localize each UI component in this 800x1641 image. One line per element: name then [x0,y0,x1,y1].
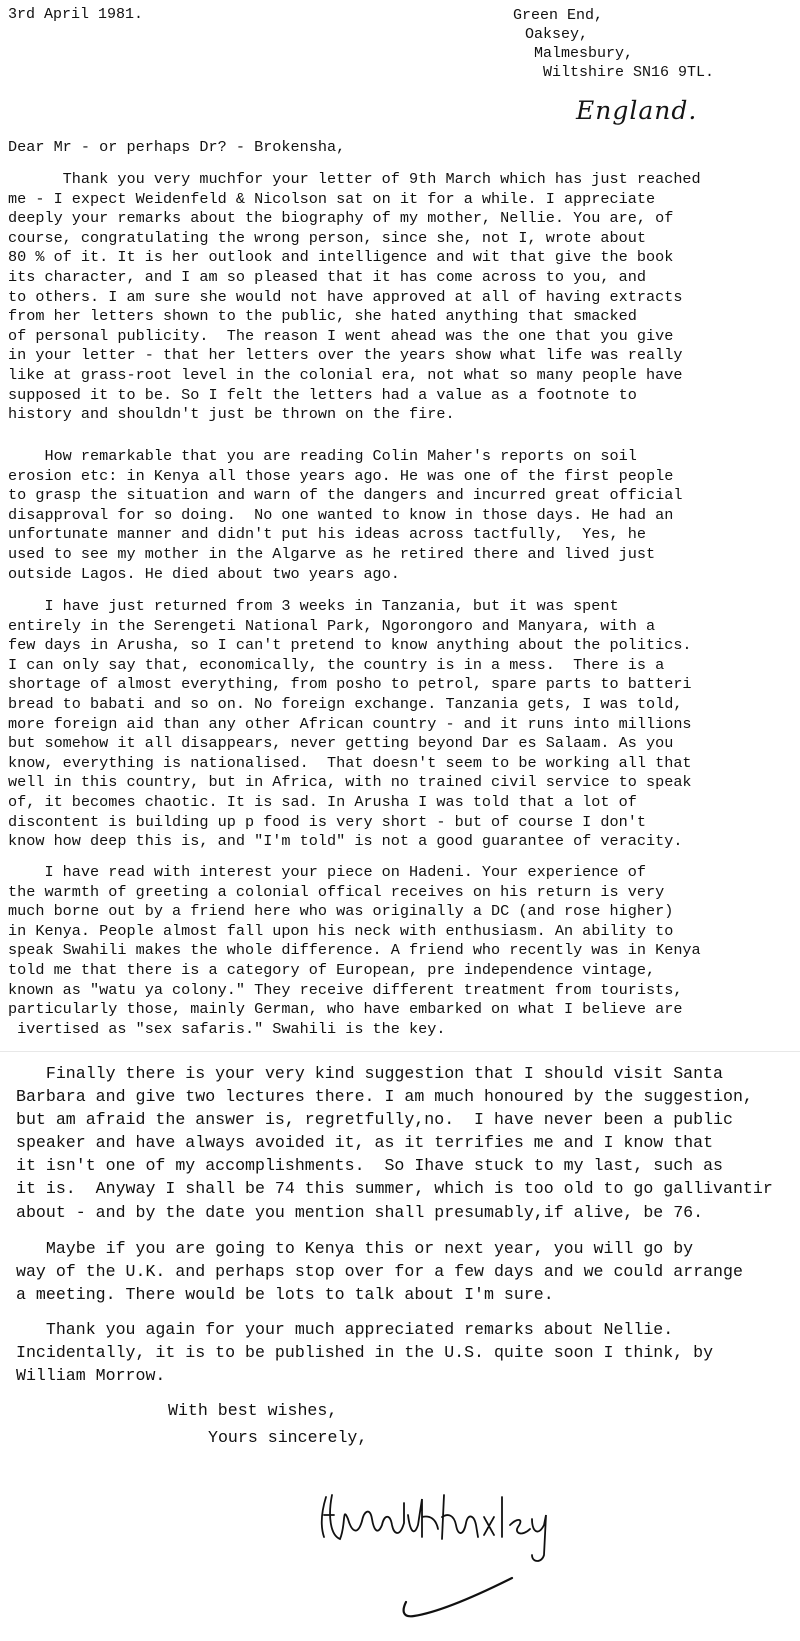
handwritten-tick [400,1572,520,1622]
paragraph: I have read with interest your piece on Hadeni. Your experience of the warmth of greeting a colonial offical receives on his return is very much borne out by a friend here who was originally a DC (and rose higher) in Kenya. People almost fall upon his neck with enthusiasm. An ability to speak Swahili makes the whole difference. A friend who recently was in Kenya told me that there is a category of European, pre independence vintage, known as "watu ya colony." They receive different treatment from tourists, particularly those, mainly German, who have embarked on what I believe are ivertised as "sex safaris." Swahili is the key. [8,863,701,1038]
salutation: Dear Mr - or perhaps Dr? - Brokensha, [8,138,346,156]
paragraph: How remarkable that you are reading Colin Maher's reports on soil erosion etc: in Kenya all those years ago. He was one of the first people to grasp the situation and warn of the dangers and incurred great official disapproval for so doing. No one wanted to know in those days. He had an unfortunate manner and didn't put his ideas across tactfully, Yes, he used to see my mother in the Algarve as he retired there and lived just outside Lagos. He died about two years ago. [8,447,683,583]
handwritten-country: England. [576,96,698,125]
page-seam [0,1051,800,1052]
paragraph: Thank you again for your much appreciated remarks about Nellie. Incidentally, it is to be published in the U.S. quite soon I think, by William Morrow. [16,1320,714,1386]
closing-line: With best wishes, [168,1401,338,1420]
paragraph: Thank you very muchfor your letter of 9th March which has just reached me - I expect Weidenfeld & Nicolson sat on it for a while. I appreciate deeply your remarks about the biography of my mother, Nellie. You are, of course, congratulating the wrong person, since she, not I, wrote about 80 % of it. It is her outlook and intelligence and wit that give the book its character, and I am so pleased that it has come across to you, and to others. I am sure she would not have approved at all of having extracts from her letters shown to the public, she hated anything that smacked of personal publicity. The reason I went ahead was the one that you give in your letter - that her letters over the years show what life was really like at grass-root level in the colonial era, not what so many people have supposed it to be. So I felt the letters had a value as a footnote to history and shouldn't just be thrown on the fire. [8,170,701,424]
paragraph: Finally there is your very kind suggestion that I should visit Santa Barbara and give two lectures there. I am much honoured by the suggestion, but am afraid the answer is, regretfully,no. I have never been a public speaker and have always avoided it, as it terrifies me and I know that it isn't one of my accomplishments. So Ihave stuck to my last, such as it is. Anyway I shall be 74 this summer, which is too old to go gallivantir about - and by the date you mention shall presumably,if alive, be 76. [16,1064,773,1222]
signature [318,1485,558,1565]
address-line: Oaksey, [525,26,589,43]
letter-date: 3rd April 1981. [8,6,144,23]
address-line: Green End, [513,7,604,24]
sender-address [513,6,714,82]
address-line: Wiltshire SN16 9TL. [543,64,715,81]
paragraph: Maybe if you are going to Kenya this or next year, you will go by way of the U.K. and perhaps stop over for a few days and we could arrange a meeting. There would be lots to talk about I'm sure. [16,1239,743,1305]
closing-line: Yours sincerely, [208,1428,368,1447]
paragraph: I have just returned from 3 weeks in Tanzania, but it was spent entirely in the Serengeti National Park, Ngorongoro and Manyara, with a few days in Arusha, so I can't pretend to know anything about the politics. I can only say that, economically, the country is in a mess. There is a shortage of almost everything, from posho to petrol, spare parts to batteri bread to babati and so on. No foreign exchange. Tanzania gets, I was told, more foreign aid than any other African country - and it runs into millions but somehow it all disappears, never getting beyond Dar es Salaam. As you know, everything is nationalised. That doesn't seem to be working all that well in this country, but in Africa, with no trained civil service to speak of, it becomes chaotic. It is sad. In Arusha I was told that a lot of discontent is building up p food is very short - but of course I don't know how deep this is, and "I'm told" is not a good guarantee of veracity. [8,597,692,851]
address-line: Malmesbury, [534,45,634,62]
